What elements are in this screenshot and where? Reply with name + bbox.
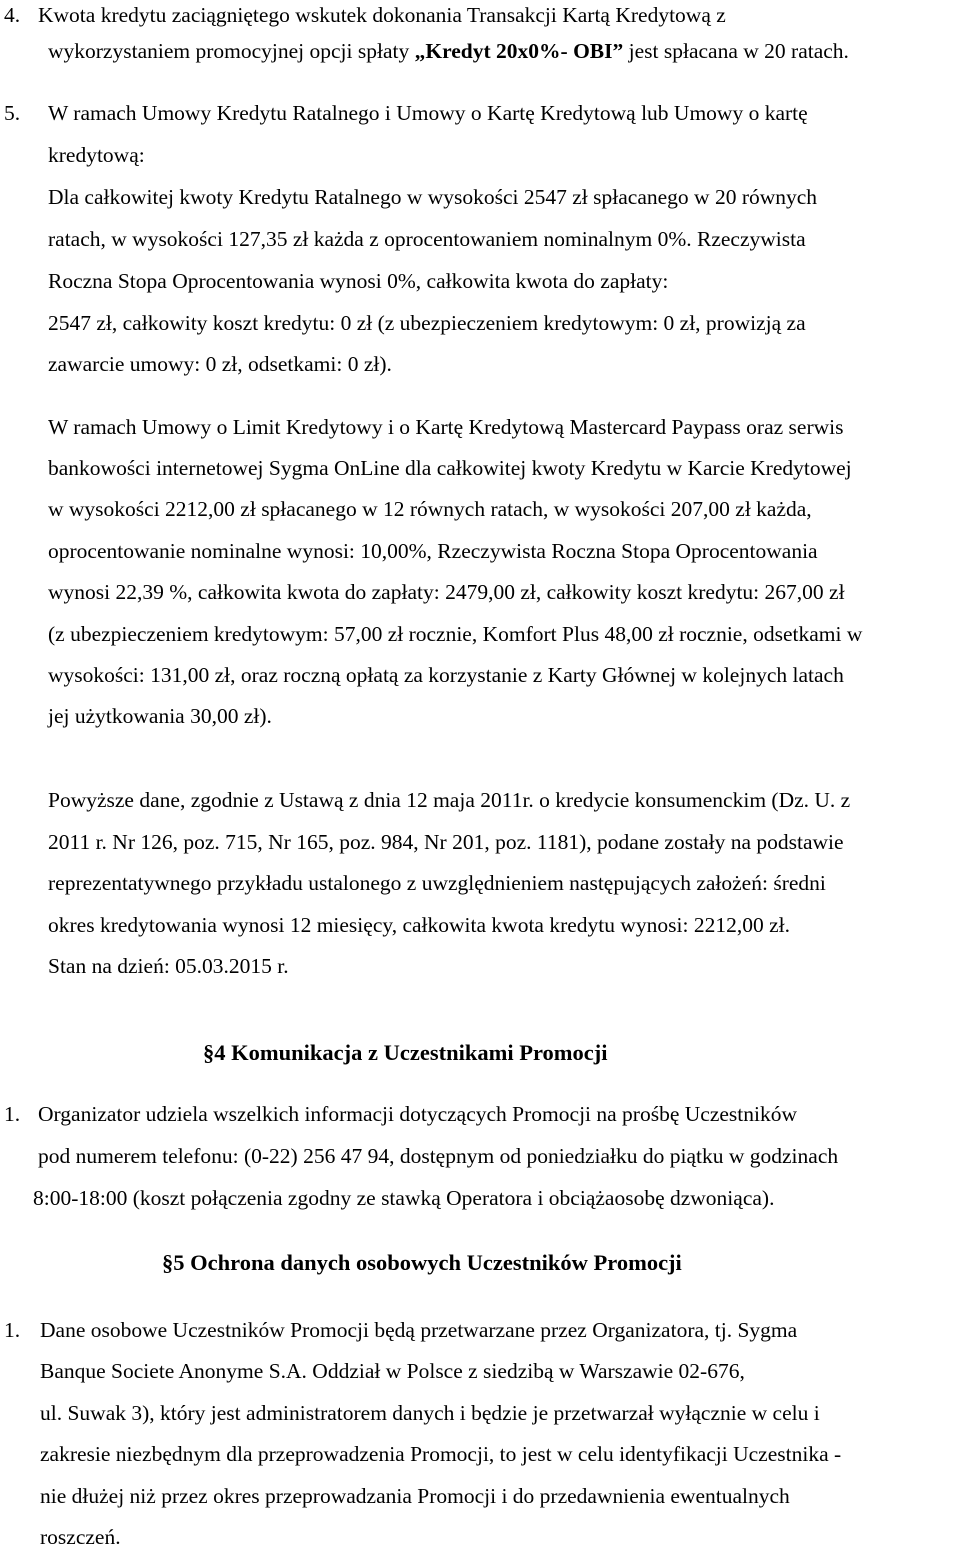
section-5-item-number: 1. [4,1318,21,1342]
section-4-line: Organizator udziela wszelkich informacji dotyczących Promocji na prośbę Uczestników [38,1102,797,1126]
promo-name: „Kredyt 20x0%- OBI” [414,39,624,63]
item-5-number: 5. [4,101,21,125]
item-5-line: ratach, w wysokości 127,35 zł każda z oprocentowaniem nominalnym 0%. Rzeczywista [48,227,806,251]
legal-paragraph-line: Powyższe dane, zgodnie z Ustawą z dnia 12 maja 2011r. o kredycie konsumenckim (Dz. U. z [48,788,851,812]
item-5-line: W ramach Umowy Kredytu Ratalnego i Umowy o Kartę Kredytową lub Umowy o kartę [48,101,808,125]
section-5-line: nie dłużej niż przez okres przeprowadzania Promocji i do przedawnienia ewentualnych [40,1484,790,1508]
section-5-line: ul. Suwak 3), który jest administratorem danych i będzie je przetwarzał wyłącznie w celu i [40,1401,820,1425]
limit-paragraph-line: w wysokości 2212,00 zł spłacanego w 12 równych ratach, w wysokości 207,00 zł każda, [48,497,812,521]
section-4-heading: §4 Komunikacja z Uczestnikami Promocji [203,1040,608,1065]
limit-paragraph-line: wynosi 22,39 %, całkowita kwota do zapłaty: 2479,00 zł, całkowity koszt kredytu: 267,00 zł [48,580,845,604]
section-5-line: Banque Societe Anonyme S.A. Oddział w Polsce z siedzibą w Warszawie 02-676, [40,1359,745,1383]
item-5-line: 2547 zł, całkowity koszt kredytu: 0 zł (z ubezpieczeniem kredytowym: 0 zł, prowizją za [48,311,806,335]
legal-paragraph-line: reprezentatywnego przykładu ustalonego z uwzględnieniem następujących założeń: średni [48,871,826,895]
section-5-line: Dane osobowe Uczestników Promocji będą przetwarzane przez Organizatora, tj. Sygma [40,1318,798,1342]
limit-paragraph-line: jej użytkowania 30,00 zł). [48,704,272,728]
section-4-line: 8:00-18:00 (koszt połączenia zgodny ze stawką Operatora i obciążaosobę dzwoniąca). [33,1186,775,1210]
item-5-line: Dla całkowitej kwoty Kredytu Ratalnego w wysokości 2547 zł spłacanego w 20 równych [48,185,818,209]
legal-paragraph-line: Stan na dzień: 05.03.2015 r. [48,954,289,978]
item-5-line: kredytową: [48,143,145,167]
item-5-line: Roczna Stopa Oprocentowania wynosi 0%, całkowita kwota do zapłaty: [48,269,669,293]
section-5-line: zakresie niezbędnym dla przeprowadzenia Promocji, to jest w celu identyfikacji Uczestnika - [40,1442,842,1466]
item-4-number: 4. [4,3,21,27]
section-4-line: pod numerem telefonu: (0-22) 256 47 94, dostępnym od poniedziałku do piątku w godzinach [38,1144,839,1168]
limit-paragraph-line: W ramach Umowy o Limit Kredytowy i o Kartę Kredytową Mastercard Paypass oraz serwis [48,415,844,439]
limit-paragraph-line: oprocentowanie nominalne wynosi: 10,00%, Rzeczywista Roczna Stopa Oprocentowania [48,539,818,563]
section-4-item-number: 1. [4,1102,21,1126]
limit-paragraph-line: wysokości: 131,00 zł, oraz roczną opłatą za korzystanie z Karty Głównej w kolejnych latach [48,663,844,687]
section-5-line: roszczeń. [40,1525,121,1549]
item-4-line-2-post: jest spłacana w 20 ratach. [623,39,849,63]
legal-paragraph-line: okres kredytowania wynosi 12 miesięcy, całkowita kwota kredytu wynosi: 2212,00 zł. [48,913,790,937]
item-4-line-2 [48,38,849,64]
section-5-heading: §5 Ochrona danych osobowych Uczestników Promocji [162,1250,682,1275]
limit-paragraph-line: bankowości internetowej Sygma OnLine dla całkowitej kwoty Kredytu w Karcie Kredytowej [48,456,852,480]
item-5-line: zawarcie umowy: 0 zł, odsetkami: 0 zł). [48,352,392,376]
item-4-line-1: Kwota kredytu zaciągniętego wskutek dokonania Transakcji Kartą Kredytową z [38,3,726,27]
item-4-line-2-pre: wykorzystaniem promocyjnej opcji spłaty [48,39,415,63]
limit-paragraph-line: (z ubezpieczeniem kredytowym: 57,00 zł rocznie, Komfort Plus 48,00 zł rocznie, odsetkami w [48,622,863,646]
legal-paragraph-line: 2011 r. Nr 126, poz. 715, Nr 165, poz. 984, Nr 201, poz. 1181), podane zostały na podstawie [48,830,844,854]
